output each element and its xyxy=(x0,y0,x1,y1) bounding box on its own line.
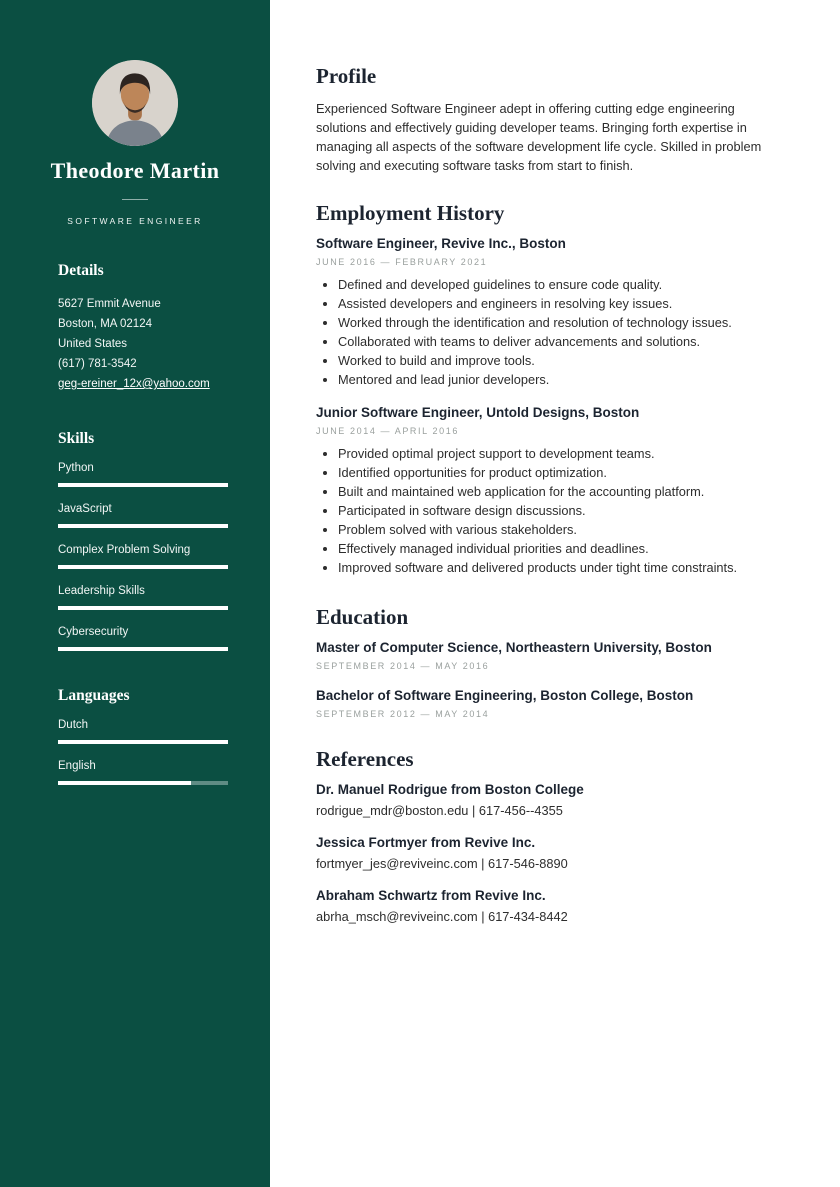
skill-item xyxy=(58,462,228,487)
education-entry xyxy=(316,688,784,719)
skill-bar-fill xyxy=(58,524,228,528)
sidebar xyxy=(0,0,270,1187)
bullet-item: • Participated in software design discussions. xyxy=(338,501,784,520)
reference-name: Abraham Schwartz from Revive Inc. xyxy=(316,888,546,903)
person-avatar-icon xyxy=(92,60,178,146)
language-bar xyxy=(58,781,228,785)
details-heading: Details xyxy=(58,262,104,279)
skill-item xyxy=(58,585,228,610)
bullet-item: • Built and maintained web application for the accounting platform. xyxy=(338,482,784,501)
skill-item xyxy=(58,544,228,569)
skill-bar xyxy=(58,606,228,610)
references-heading: References xyxy=(316,747,414,771)
job-dates: JUNE 2016 — FEBRUARY 2021 xyxy=(316,257,488,267)
language-bar-fill xyxy=(58,740,228,744)
job-title: Junior Software Engineer, Untold Designs, Boston xyxy=(316,405,640,420)
education-title: Master of Computer Science, Northeastern University, Boston xyxy=(316,640,712,655)
bullet-item: • Effectively managed individual priorities and deadlines. xyxy=(338,539,784,558)
skill-label: JavaScript xyxy=(58,503,112,515)
language-item xyxy=(58,760,228,785)
skill-item xyxy=(58,626,228,651)
profile-text: Experienced Software Engineer adept in offering cutting edge engineering solutions and effectively guiding developer teams. Bringing forth expertise in managing all aspects of the software development life cycle. Skilled in problem solving and executing software tasks from start to finish. xyxy=(316,101,762,173)
profile-section xyxy=(316,64,784,175)
skill-bar xyxy=(58,483,228,487)
languages-section xyxy=(0,687,270,785)
bullet-item: • Problem solved with various stakeholders. xyxy=(338,520,784,539)
skill-bar-fill xyxy=(58,483,228,487)
education-heading: Education xyxy=(316,605,409,629)
skill-bar-fill xyxy=(58,647,228,651)
references-section xyxy=(316,747,784,926)
job-entry xyxy=(316,236,784,389)
bullet-item: • Collaborated with teams to deliver advancements and solutions. xyxy=(338,332,784,351)
bullet-item: • Defined and developed guidelines to ensure code quality. xyxy=(338,275,784,294)
reference-entry xyxy=(316,888,784,926)
job-entry xyxy=(316,405,784,577)
skill-bar-fill xyxy=(58,606,228,610)
main-content xyxy=(270,0,840,981)
reference-contact: rodrigue_mdr@boston.edu | 617-456--4355 xyxy=(316,803,563,818)
bullet-item: • Identified opportunities for product optimization. xyxy=(338,463,784,482)
candidate-name: Theodore Martin xyxy=(50,158,220,183)
job-title: Software Engineer, Revive Inc., Boston xyxy=(316,236,566,251)
skill-label: Python xyxy=(58,462,94,474)
language-label: English xyxy=(58,760,96,772)
reference-name: Jessica Fortmyer from Revive Inc. xyxy=(316,835,536,850)
language-bar-fill xyxy=(58,781,191,785)
bullet-item: • Worked through the identification and resolution of technology issues. xyxy=(338,313,784,332)
profile-heading: Profile xyxy=(316,64,377,88)
education-title: Bachelor of Software Engineering, Boston College, Boston xyxy=(316,688,694,703)
bullet-item: • Assisted developers and engineers in resolving key issues. xyxy=(338,294,784,313)
details-section xyxy=(0,262,270,394)
phone-number: (617) 781-3542 xyxy=(58,358,137,370)
job-bullets xyxy=(316,275,784,389)
skill-bar xyxy=(58,565,228,569)
reference-contact: abrha_msch@reviveinc.com | 617-434-8442 xyxy=(316,909,568,924)
reference-contact: fortmyer_jes@reviveinc.com | 617-546-8890 xyxy=(316,856,568,871)
bullet-item: • Provided optimal project support to development teams. xyxy=(338,444,784,463)
email-link[interactable]: geg-ereiner_12x@yahoo.com xyxy=(58,378,210,390)
education-section xyxy=(316,605,784,719)
skill-bar-fill xyxy=(58,565,228,569)
reference-entry xyxy=(316,835,784,873)
education-dates: SEPTEMBER 2012 — MAY 2014 xyxy=(316,709,490,719)
job-dates: JUNE 2014 — APRIL 2016 xyxy=(316,426,459,436)
reference-name: Dr. Manuel Rodrigue from Boston College xyxy=(316,782,584,797)
skill-label: Leadership Skills xyxy=(58,585,145,597)
address-line-1: 5627 Emmit Avenue xyxy=(58,298,161,310)
education-dates: SEPTEMBER 2014 — MAY 2016 xyxy=(316,661,490,671)
skill-bar xyxy=(58,647,228,651)
skills-heading: Skills xyxy=(58,430,95,447)
job-bullets xyxy=(316,444,784,577)
bullet-item: • Mentored and lead junior developers. xyxy=(338,370,784,389)
language-item xyxy=(58,719,228,744)
skills-section xyxy=(0,430,270,651)
employment-heading: Employment History xyxy=(316,201,505,225)
education-entry xyxy=(316,640,784,671)
skill-label: Cybersecurity xyxy=(58,626,129,638)
reference-entry xyxy=(316,782,784,820)
employment-section xyxy=(316,201,784,577)
language-label: Dutch xyxy=(58,719,89,731)
language-bar xyxy=(58,740,228,744)
skill-bar xyxy=(58,524,228,528)
candidate-job-title: SOFTWARE ENGINEER xyxy=(67,216,203,226)
languages-heading: Languages xyxy=(58,687,130,704)
skill-item xyxy=(58,503,228,528)
profile-photo xyxy=(92,60,178,146)
name-divider xyxy=(122,199,148,200)
address-country: United States xyxy=(58,338,128,350)
bullet-item: • Improved software and delivered products under tight time constraints. xyxy=(338,558,784,577)
address-line-2: Boston, MA 02124 xyxy=(58,318,152,330)
bullet-item: • Worked to build and improve tools. xyxy=(338,351,784,370)
skill-label: Complex Problem Solving xyxy=(58,544,191,556)
